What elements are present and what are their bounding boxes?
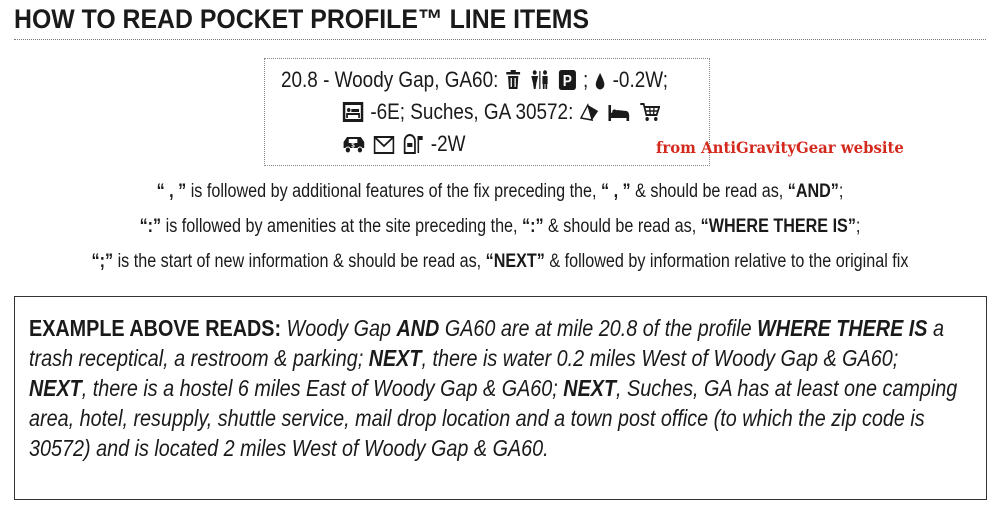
- reads-part-3: a trash receptical, a restroom & parking;: [29, 315, 944, 371]
- rule-comma-text-1: is followed by additional features of the fix preceding the,: [186, 181, 602, 202]
- rule-semicolon-text-1: is the start of new information & should be read as,: [113, 251, 486, 272]
- reads-bold-and: AND: [396, 315, 440, 341]
- water-drop-icon: [595, 70, 605, 96]
- post-office-icon: [403, 134, 424, 160]
- rule-comma: [75, 181, 925, 203]
- rule-colon-symbol-2: “:”: [522, 216, 544, 237]
- reads-bold-next-3: NEXT: [563, 375, 617, 401]
- title-divider: [14, 39, 986, 40]
- rule-semicolon-text-2: & followed by information relative to the original fix: [544, 251, 909, 272]
- reads-part-6: , Suches, GA has at least one camping area, hotel, resupply, shuttle service, mail drop location and a town post office (to which the zip code is 30572) and is located 2 miles West of Woody Gap & GA60.: [29, 375, 958, 461]
- example-line-3: [341, 131, 465, 160]
- rule-semicolon: [75, 251, 925, 273]
- parking-glyph: P: [562, 72, 573, 90]
- example-line-1-suffix: -0.2W;: [612, 67, 668, 92]
- reads-part-2: GA60 are at mile 20.8 of the profile: [439, 315, 758, 341]
- reads-bold-where-there-is: WHERE THERE IS: [757, 315, 928, 341]
- hotel-bed-icon: [608, 102, 630, 128]
- rule-semicolon-symbol: “;”: [91, 251, 114, 272]
- example-line-1-prefix: 20.8 - Woody Gap, GA60:: [281, 67, 499, 92]
- shuttle-icon: [343, 134, 365, 160]
- rule-comma-end: ;: [838, 181, 844, 202]
- reads-part-4: , there is water 0.2 miles West of Woody Gap & GA60;: [421, 345, 899, 371]
- restroom-icon: [530, 70, 551, 96]
- example-line-box: [264, 58, 710, 166]
- svg-text:$: $: [351, 142, 355, 150]
- shopping-cart-icon: [639, 102, 660, 128]
- parking-icon: [559, 70, 576, 96]
- example-line-3-text: -2W: [430, 131, 466, 156]
- rule-colon-end: ;: [855, 216, 861, 237]
- example-reads-box: [14, 296, 987, 500]
- reads-part-1: Woody Gap: [281, 315, 397, 341]
- example-line-2: [341, 99, 661, 128]
- rule-colon-text-2: & should be read as,: [543, 216, 701, 237]
- reads-bold-next-2: NEXT: [29, 375, 82, 401]
- source-note: from AntiGravityGear website: [656, 138, 904, 157]
- trash-icon: [505, 70, 520, 96]
- hostel-icon: [343, 102, 364, 128]
- rule-comma-meaning: “AND”: [787, 181, 839, 202]
- example-line-2-text: -6E; Suches, GA 30572:: [370, 99, 574, 124]
- reads-part-5: , there is a hostel 6 miles East of Woody Gap & GA60;: [81, 375, 564, 401]
- rule-colon: [75, 216, 925, 238]
- rule-comma-symbol: “ , ”: [156, 181, 187, 202]
- rule-colon-symbol: “:”: [139, 216, 162, 237]
- rule-comma-symbol-2: “ , ”: [601, 181, 631, 202]
- page-title: HOW TO READ POCKET PROFILE™ LINE ITEMS: [14, 4, 590, 34]
- rule-colon-meaning: “WHERE THERE IS”: [700, 216, 856, 237]
- rule-colon-text-1: is followed by amenities at the site preceding the,: [161, 216, 523, 237]
- mail-icon: [374, 134, 395, 160]
- reads-bold-next-1: NEXT: [368, 345, 422, 371]
- example-line-1: [281, 67, 668, 96]
- rule-semicolon-meaning: “NEXT”: [485, 251, 545, 272]
- example-reads-text: [29, 313, 958, 463]
- example-reads-lead: EXAMPLE ABOVE READS:: [29, 315, 282, 341]
- camping-icon: [580, 102, 599, 128]
- rule-comma-text-2: & should be read as,: [630, 181, 788, 202]
- example-line-1-separator: ;: [583, 67, 589, 92]
